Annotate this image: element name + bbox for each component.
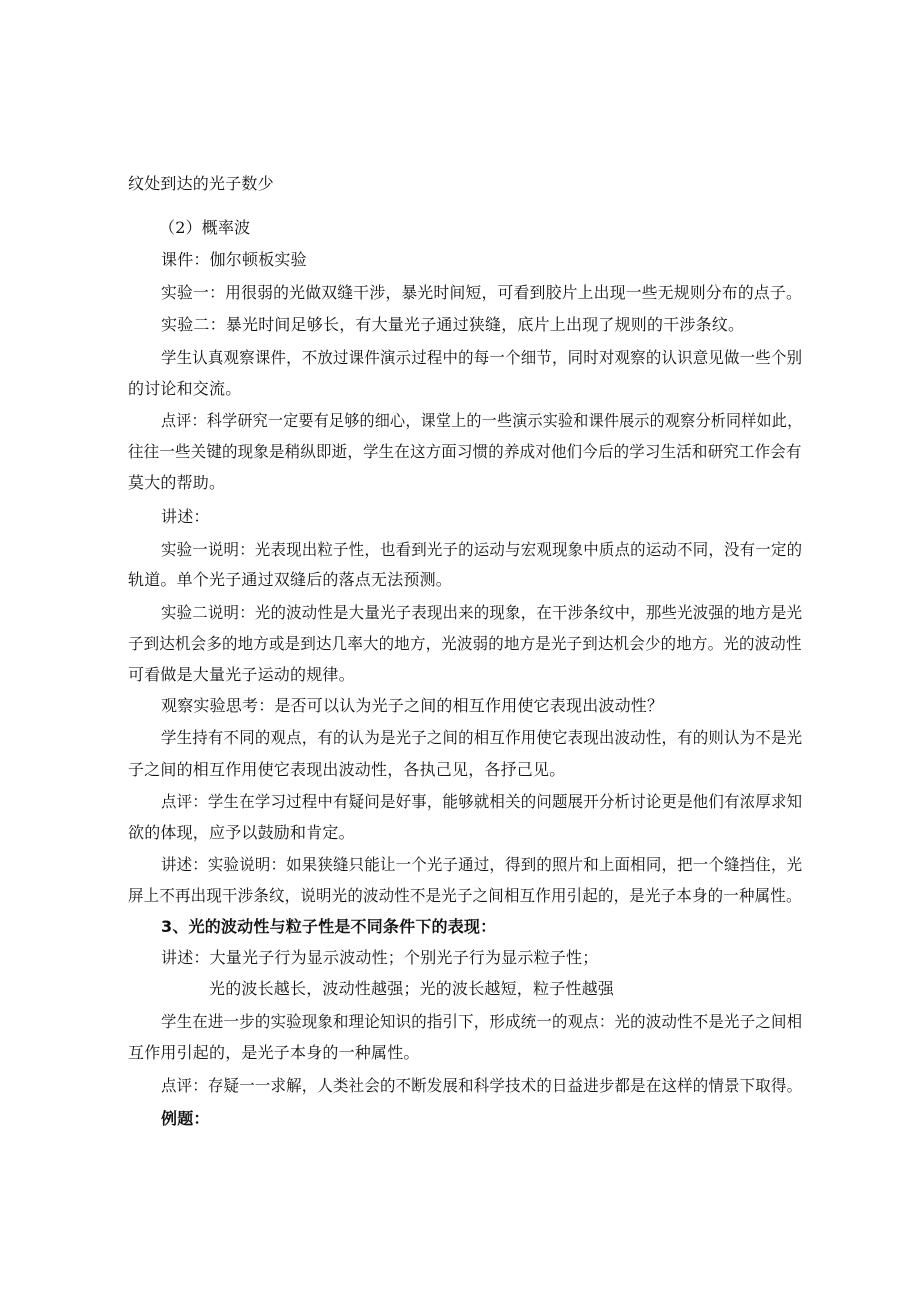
text-line: 屏上不再出现干涉条纹，说明光的波动性不是光子之间相互作用引起的，是光子本身的一种属性。 — [128, 886, 802, 905]
text-line: 轨道。单个光子通过双缝后的落点无法预测。 — [128, 570, 453, 589]
example-heading: 例题： — [161, 1109, 210, 1128]
text-line: 讲述： — [161, 507, 210, 526]
text-line: 纹处到达的光子数少 — [128, 174, 274, 193]
text-line: 互作用引起的，是光子本身的一种属性。 — [128, 1043, 420, 1062]
section-heading: 3、光的波动性与粒子性是不同条件下的表现： — [161, 917, 497, 936]
text-line: 的讨论和交流。 — [128, 379, 242, 398]
text-line: 子之间的相互作用使它表现出波动性，各执己见，各抒己见。 — [128, 760, 566, 779]
text-line: 欲的体现，应予以鼓励和肯定。 — [128, 823, 355, 842]
text-line: 实验一说明：光表现出粒子性，也看到光子的运动与宏观现象中质点的运动不同，没有一定的 — [161, 540, 803, 559]
section-heading: （2）概率波 — [159, 218, 251, 237]
text-line: 可看做是大量光子运动的规律。 — [128, 665, 355, 684]
text-line: 实验一：用很弱的光做双缝干涉，暴光时间短，可看到胶片上出现一些无规则分布的点子。 — [161, 283, 803, 302]
text-line: 往往一些关键的现象是稍纵即逝，学生在这方面习惯的养成对他们今后的学习生活和研究工作会有 — [128, 442, 802, 461]
text-line: 学生认真观察课件，不放过课件演示过程中的每一个细节，同时对观察的认识意见做一些个别 — [161, 348, 803, 367]
text-line: 子到达机会多的地方或是到达几率大的地方，光波弱的地方是光子到达机会少的地方。光的波动性 — [128, 634, 802, 653]
text-line: 点评：学生在学习过程中有疑问是好事，能够就相关的问题展开分析讨论更是他们有浓厚求知 — [161, 792, 803, 811]
text-line: 实验二：暴光时间足够长，有大量光子通过狭缝，底片上出现了规则的干涉条纹。 — [161, 315, 745, 334]
text-line: 学生持有不同的观点，有的认为是光子之间的相互作用使它表现出波动性，有的则认为不是光 — [161, 728, 803, 747]
text-line: 点评：存疑一一求解，人类社会的不断发展和科学技术的日益进步都是在这样的情景下取得。 — [161, 1076, 803, 1095]
text-line: 莫大的帮助。 — [128, 473, 226, 492]
text-line: 观察实验思考：是否可以认为光子之间的相互作用使它表现出波动性？ — [161, 696, 664, 715]
text-line: 实验二说明：光的波动性是大量光子表现出来的现象，在干涉条纹中，那些光波强的地方是光 — [161, 603, 803, 622]
text-line: 课件：伽尔顿板实验 — [161, 250, 307, 269]
text-line: 光的波长越长，波动性越强；光的波长越短，粒子性越强 — [209, 979, 615, 998]
text-line: 学生在进一步的实验现象和理论知识的指引下，形成统一的观点：光的波动性不是光子之间相 — [161, 1012, 803, 1031]
text-line: 讲述：大量光子行为显示波动性；个别光子行为显示粒子性； — [161, 948, 599, 967]
text-line: 点评：科学研究一定要有足够的细心，课堂上的一些演示实验和课件展示的观察分析同样如此， — [161, 411, 803, 430]
text-line: 讲述：实验说明：如果狭缝只能让一个光子通过，得到的照片和上面相同，把一个缝挡住，光 — [161, 855, 803, 874]
